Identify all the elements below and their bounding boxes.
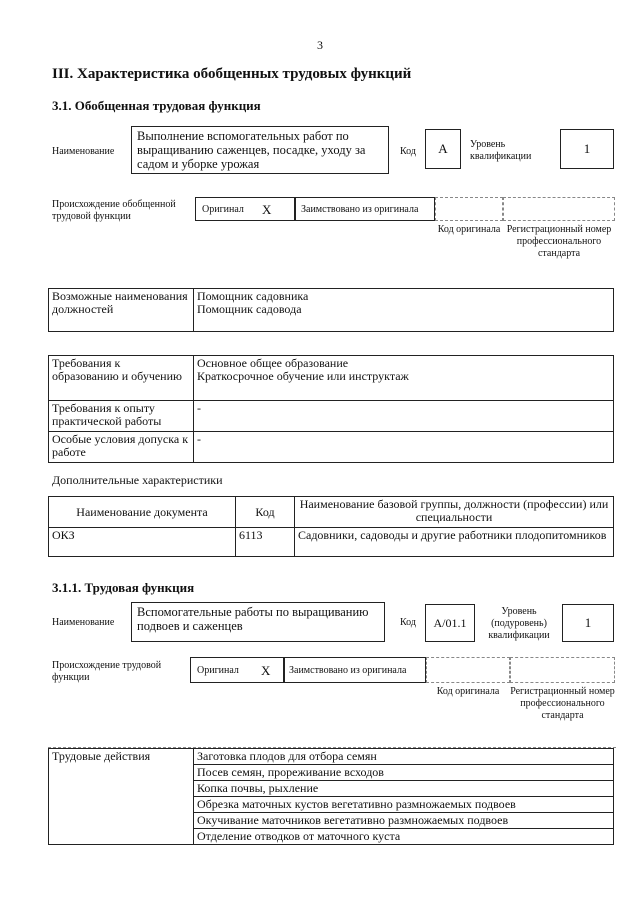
actions-row: [49, 749, 614, 765]
action-item: Обрезка маточных кустов вегетативно размножаемых подвоев: [194, 797, 614, 813]
tf-orig-code-caption: Код оригинала: [436, 686, 500, 697]
otf-borrowed-box: [295, 197, 435, 221]
position-item: Помощник садовника: [197, 289, 309, 303]
otf-level-value: 1: [583, 141, 591, 156]
tf-original-box: [190, 657, 284, 683]
action-item: Копка почвы, рыхление: [194, 781, 614, 797]
requirements-table: [48, 355, 614, 463]
positions-label: Возможные наименования должностей: [49, 289, 194, 332]
section-title: III. Характеристика обобщенных трудовых функций: [52, 66, 412, 82]
action-item: Заготовка плодов для отбора семян: [194, 749, 614, 765]
req-education-label: Требования к образованию и обучению: [49, 356, 194, 401]
extra-header-row: [49, 497, 614, 528]
tf-code-label: Код: [400, 617, 416, 628]
otf-name-label: Наименование: [52, 146, 115, 157]
otf-reg-num-box: [503, 197, 615, 221]
otf-borrowed-label: Заимствовано из оригинала: [301, 204, 419, 215]
tf-reg-num-caption: Регистрационный номер профессионального стандарта: [510, 686, 615, 721]
positions-row: [49, 289, 614, 332]
tf-orig-code-box: [426, 657, 510, 683]
page-number: 3: [317, 38, 323, 52]
req-experience-value: -: [194, 401, 614, 432]
otf-orig-code-box: [435, 197, 503, 221]
otf-name-value: Выполнение вспомогательных работ по выращиванию саженцев, посадке, уходу за садом и уборке урожая: [137, 129, 366, 171]
otf-origin-label: Происхождение обобщенной трудовой функции: [52, 199, 176, 222]
tf-original-label: Оригинал: [197, 665, 239, 676]
action-item: Окучивание маточников вегетативно размножаемых подвоев: [194, 813, 614, 829]
otf-orig-code-caption: Код оригинала: [437, 224, 501, 235]
tf-code-value: А/01.1: [433, 616, 467, 630]
tf-reg-num-box: [510, 657, 615, 683]
requirements-row: [49, 356, 614, 401]
extra-cell-doc: ОКЗ: [49, 528, 236, 557]
otf-original-label: Оригинал: [202, 204, 244, 215]
extra-header-doc: Наименование документа: [49, 497, 236, 528]
positions-table: [48, 288, 614, 332]
otf-code-label: Код: [400, 146, 416, 157]
extra-header-code: Код: [236, 497, 295, 528]
tf-level-box: [562, 604, 614, 642]
otf-level-label: Уровень квалификации: [470, 139, 532, 162]
extra-heading: Дополнительные характеристики: [52, 473, 223, 487]
requirements-row: [49, 401, 614, 432]
req-conditions-value: -: [194, 432, 614, 463]
otf-level-box: [560, 129, 614, 169]
extra-table: [48, 496, 614, 557]
req-experience-label: Требования к опыту практической работы: [49, 401, 194, 432]
otf-original-mark: Х: [262, 202, 272, 217]
req-education-item: Основное общее образование: [197, 356, 349, 370]
action-item: Посев семян, прореживание всходов: [194, 765, 614, 781]
extra-header-name: Наименование базовой группы, должности (профессии) или специальности: [295, 497, 614, 528]
otf-reg-num-caption: Регистрационный номер профессионального стандарта: [506, 224, 612, 259]
tf-name-box: [131, 602, 385, 642]
tf-borrowed-box: [284, 657, 426, 683]
extra-row: [49, 528, 614, 557]
tf-name-value: Вспомогательные работы по выращиванию подвоев и саженцев: [137, 605, 369, 633]
tf-borrowed-label: Заимствовано из оригинала: [289, 665, 407, 676]
otf-original-box: [195, 197, 295, 221]
positions-values: [194, 289, 614, 332]
tf-level-value: 1: [584, 615, 592, 630]
extra-cell-code: 6113: [236, 528, 295, 557]
tf-code-box: [425, 604, 475, 642]
actions-table: [48, 748, 614, 845]
tf-level-label: Уровень (подуровень) квалификации: [488, 606, 550, 641]
otf-heading: 3.1. Обобщенная трудовая функция: [52, 98, 261, 113]
tf-name-label: Наименование: [52, 617, 115, 628]
otf-name-box: [131, 126, 389, 174]
tf-original-mark: Х: [261, 663, 271, 678]
req-education-item: Краткосрочное обучение или инструктаж: [197, 369, 409, 383]
action-item: Отделение отводков от маточного куста: [194, 829, 614, 845]
otf-code-box: [425, 129, 461, 169]
tf-origin-label: Происхождение трудовой функции: [52, 660, 162, 683]
req-education-values: [194, 356, 614, 401]
actions-label: Трудовые действия: [49, 749, 194, 845]
otf-code-value: А: [438, 141, 448, 156]
tf-heading: 3.1.1. Трудовая функция: [52, 580, 195, 595]
position-item: Помощник садовода: [197, 302, 302, 316]
req-conditions-label: Особые условия допуска к работе: [49, 432, 194, 463]
requirements-row: [49, 432, 614, 463]
extra-cell-name: Садовники, садоводы и другие работники плодопитомников: [295, 528, 614, 557]
